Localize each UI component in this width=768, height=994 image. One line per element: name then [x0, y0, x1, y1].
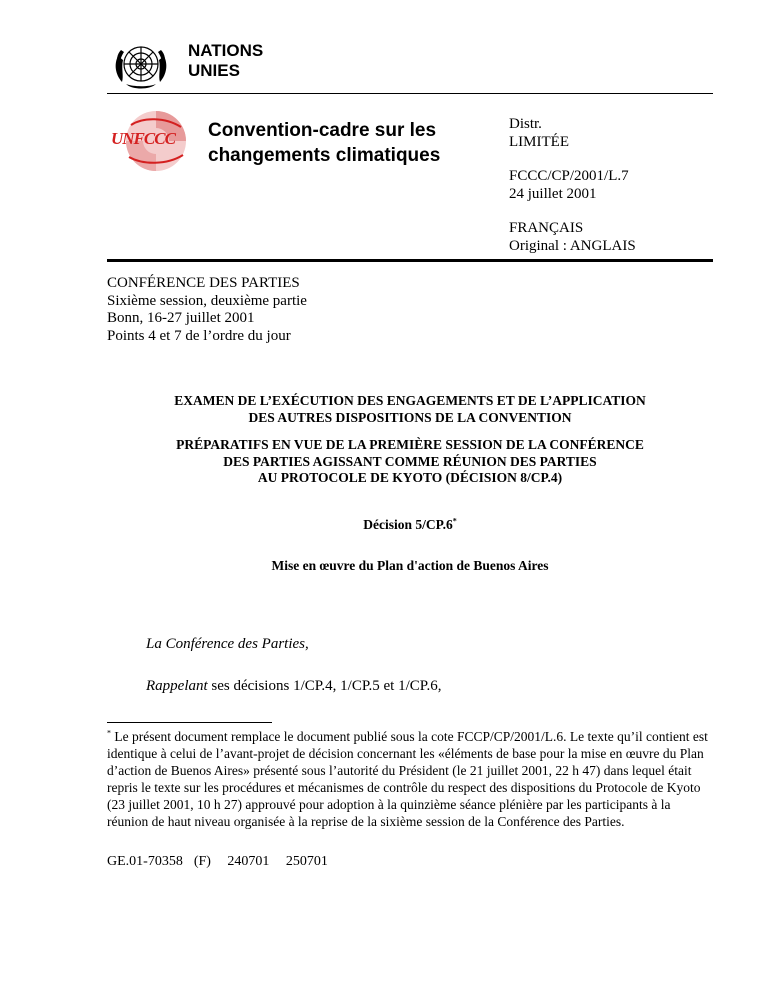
preamble-recalling [146, 677, 441, 695]
heading-examen-line1: EXAMEN DE L’EXÉCUTION DES ENGAGEMENTS ET DE L’APPLICATION [174, 393, 646, 408]
conference-session: Sixième session, deuxième partie [107, 292, 307, 309]
conference-block [107, 275, 307, 345]
convention-title-line1: Convention-cadre sur les [208, 120, 437, 141]
convention-title-line2: changements climatiques [208, 145, 441, 166]
un-name-line1: NATIONS [188, 41, 264, 60]
conference-name: CONFÉRENCE DES PARTIES [107, 275, 300, 291]
footnote [107, 728, 713, 830]
un-name-line2: UNIES [188, 61, 240, 80]
decision-number: Décision 5/CP.6 [363, 517, 453, 532]
heading-examen-line2: DES AUTRES DISPOSITIONS DE LA CONVENTION [248, 409, 572, 425]
job-number: GE.01-70358 (F) 240701 250701 [107, 854, 328, 869]
party-comma: , [305, 636, 309, 652]
footnote-text: Le présent document remplace le document publié sous la cote FCCP/CP/2001/L.6. Le texte qu’il contient est identique à celui de l’avant-projet de décision concernant les «éléments de base pour la mise en œuvre du Plan d’action de Buenos Aires» présenté sous l’autorité du Président (le 21 juillet 2001, 22 h 47) dans lequel était repris le texte sur les procédures et mécanismes de contrôle du respect des dispositions du Protocole de Kyoto (23 juillet 2001, 10 h 27) approuvé pour adoption à la quinzième séance plénière par les participants à la réunion de haut niveau organisée à la reprise de la sixième session de la Conférence des Parties. [107, 729, 708, 829]
original-language: Original : ANGLAIS [509, 238, 636, 254]
decision-subject-text: Mise en œuvre du Plan d'action de Buenos Aires [271, 558, 549, 573]
heading-examen [107, 393, 713, 426]
heading-prep-line3: AU PROTOCOLE DE KYOTO (DÉCISION 8/CP.4) [257, 470, 563, 485]
unfccc-logo [109, 105, 191, 179]
document-symbol: FCCC/CP/2001/L.7 [509, 168, 629, 184]
heading-prep-line1: PRÉPARATIFS EN VUE DE LA PREMIÈRE SESSION DE LA CONFÉRENCE [176, 437, 644, 452]
conference-place-dates: Bonn, 16-27 juillet 2001 [107, 310, 255, 326]
convention-title [208, 118, 478, 168]
decision-subject [107, 558, 713, 575]
header-top-rule [107, 93, 713, 94]
decision-title [107, 517, 713, 534]
distr-label: Distr. [509, 116, 542, 132]
footnote-mark: * [107, 728, 111, 738]
document-language: FRANÇAIS [509, 220, 584, 236]
un-emblem [108, 36, 174, 96]
preamble-party [146, 635, 309, 653]
heading-prep-line2: DES PARTIES AGISSANT COMME RÉUNION DES PARTIES [223, 453, 597, 469]
heading-preparatifs [107, 437, 713, 487]
distr-level: LIMITÉE [509, 134, 569, 150]
header-bottom-rule [107, 259, 713, 262]
document-date: 24 juillet 2001 [509, 186, 597, 202]
distribution-block [509, 115, 636, 255]
unfccc-logo-text: UNFCCC [111, 129, 175, 148]
recalling-text: ses décisions 1/CP.4, 1/CP.5 et 1/CP.6, [207, 678, 442, 694]
party-name: La Conférence des Parties [146, 636, 306, 652]
decision-footnote-mark: * [452, 516, 457, 526]
un-name [188, 41, 263, 81]
footnote-separator [107, 722, 272, 723]
recalling-word: Rappelant [146, 678, 208, 694]
conference-agenda: Points 4 et 7 de l’ordre du jour [107, 327, 291, 344]
